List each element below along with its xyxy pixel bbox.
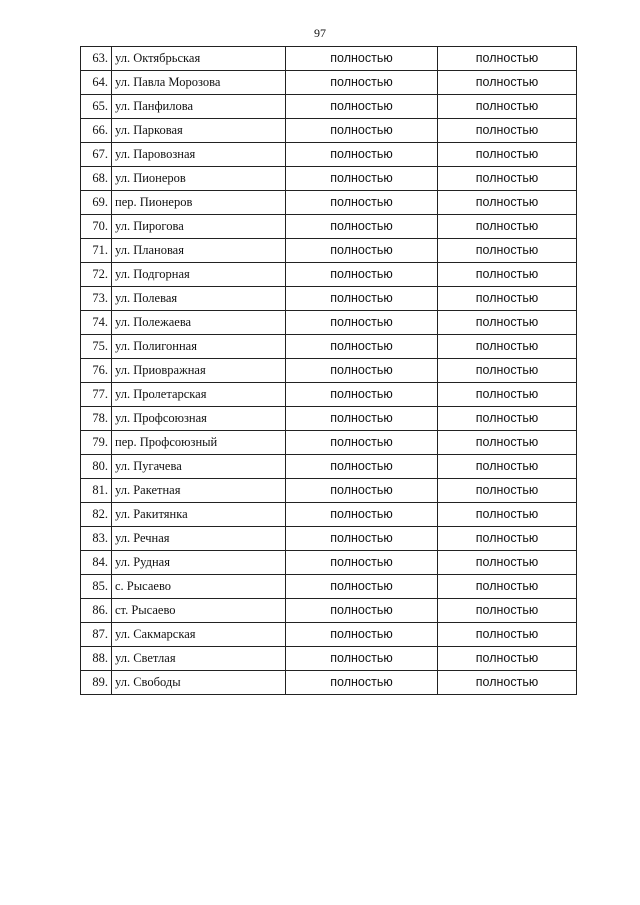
street-name-cell: ул. Светлая bbox=[112, 647, 286, 671]
street-name-cell: ул. Октябрьская bbox=[112, 47, 286, 71]
coverage-cell-1: полностью bbox=[286, 119, 438, 143]
street-name-cell: ст. Рысаево bbox=[112, 599, 286, 623]
coverage-cell-2: полностью bbox=[438, 383, 577, 407]
street-name-cell: ул. Парковая bbox=[112, 119, 286, 143]
table-row bbox=[81, 167, 577, 191]
coverage-cell-2: полностью bbox=[438, 503, 577, 527]
coverage-cell-1: полностью bbox=[286, 479, 438, 503]
table-row bbox=[81, 647, 577, 671]
row-number-cell: 80. bbox=[81, 455, 112, 479]
table-row bbox=[81, 143, 577, 167]
row-number-cell: 66. bbox=[81, 119, 112, 143]
coverage-cell-1: полностью bbox=[286, 287, 438, 311]
coverage-cell-2: полностью bbox=[438, 263, 577, 287]
coverage-cell-2: полностью bbox=[438, 551, 577, 575]
street-name-cell: ул. Пролетарская bbox=[112, 383, 286, 407]
row-number-cell: 74. bbox=[81, 311, 112, 335]
coverage-cell-1: полностью bbox=[286, 455, 438, 479]
coverage-cell-2: полностью bbox=[438, 47, 577, 71]
table-row bbox=[81, 503, 577, 527]
table-row bbox=[81, 479, 577, 503]
coverage-cell-1: полностью bbox=[286, 599, 438, 623]
coverage-cell-2: полностью bbox=[438, 407, 577, 431]
street-name-cell: пер. Профсоюзный bbox=[112, 431, 286, 455]
table-row bbox=[81, 455, 577, 479]
table-row bbox=[81, 47, 577, 71]
street-name-cell: ул. Профсоюзная bbox=[112, 407, 286, 431]
table-row bbox=[81, 71, 577, 95]
street-name-cell: ул. Пирогова bbox=[112, 215, 286, 239]
coverage-cell-1: полностью bbox=[286, 311, 438, 335]
table-row bbox=[81, 95, 577, 119]
street-name-cell: ул. Пугачева bbox=[112, 455, 286, 479]
row-number-cell: 64. bbox=[81, 71, 112, 95]
street-name-cell: ул. Панфилова bbox=[112, 95, 286, 119]
coverage-cell-1: полностью bbox=[286, 239, 438, 263]
table-row bbox=[81, 431, 577, 455]
street-name-cell: ул. Полевая bbox=[112, 287, 286, 311]
coverage-cell-1: полностью bbox=[286, 551, 438, 575]
coverage-cell-1: полностью bbox=[286, 407, 438, 431]
street-name-cell: с. Рысаево bbox=[112, 575, 286, 599]
row-number-cell: 63. bbox=[81, 47, 112, 71]
street-name-cell: ул. Ракетная bbox=[112, 479, 286, 503]
coverage-cell-1: полностью bbox=[286, 215, 438, 239]
table-row bbox=[81, 671, 577, 695]
street-name-cell: ул. Пионеров bbox=[112, 167, 286, 191]
street-name-cell: ул. Плановая bbox=[112, 239, 286, 263]
street-name-cell: ул. Паровозная bbox=[112, 143, 286, 167]
street-name-cell: ул. Павла Морозова bbox=[112, 71, 286, 95]
row-number-cell: 83. bbox=[81, 527, 112, 551]
row-number-cell: 89. bbox=[81, 671, 112, 695]
table-row bbox=[81, 575, 577, 599]
street-name-cell: ул. Полежаева bbox=[112, 311, 286, 335]
coverage-cell-1: полностью bbox=[286, 335, 438, 359]
street-name-cell: ул. Приовражная bbox=[112, 359, 286, 383]
coverage-cell-1: полностью bbox=[286, 71, 438, 95]
row-number-cell: 65. bbox=[81, 95, 112, 119]
coverage-cell-2: полностью bbox=[438, 647, 577, 671]
coverage-cell-1: полностью bbox=[286, 191, 438, 215]
page-number: 97 bbox=[314, 26, 326, 40]
table-row bbox=[81, 215, 577, 239]
table-row bbox=[81, 623, 577, 647]
row-number-cell: 86. bbox=[81, 599, 112, 623]
street-name-cell: ул. Речная bbox=[112, 527, 286, 551]
row-number-cell: 70. bbox=[81, 215, 112, 239]
coverage-cell-2: полностью bbox=[438, 311, 577, 335]
row-number-cell: 72. bbox=[81, 263, 112, 287]
table-row bbox=[81, 335, 577, 359]
coverage-cell-1: полностью bbox=[286, 167, 438, 191]
table-row bbox=[81, 407, 577, 431]
row-number-cell: 88. bbox=[81, 647, 112, 671]
coverage-cell-2: полностью bbox=[438, 527, 577, 551]
row-number-cell: 81. bbox=[81, 479, 112, 503]
coverage-cell-2: полностью bbox=[438, 455, 577, 479]
row-number-cell: 75. bbox=[81, 335, 112, 359]
table-body bbox=[81, 47, 577, 695]
coverage-cell-1: полностью bbox=[286, 263, 438, 287]
coverage-cell-1: полностью bbox=[286, 647, 438, 671]
row-number-cell: 87. bbox=[81, 623, 112, 647]
table-row bbox=[81, 263, 577, 287]
table-row bbox=[81, 383, 577, 407]
coverage-cell-1: полностью bbox=[286, 95, 438, 119]
coverage-cell-2: полностью bbox=[438, 119, 577, 143]
streets-table bbox=[80, 46, 577, 695]
coverage-cell-2: полностью bbox=[438, 143, 577, 167]
coverage-cell-2: полностью bbox=[438, 239, 577, 263]
coverage-cell-2: полностью bbox=[438, 287, 577, 311]
coverage-cell-2: полностью bbox=[438, 599, 577, 623]
street-name-cell: ул. Ракитянка bbox=[112, 503, 286, 527]
table-row bbox=[81, 119, 577, 143]
row-number-cell: 73. bbox=[81, 287, 112, 311]
table-row bbox=[81, 599, 577, 623]
coverage-cell-2: полностью bbox=[438, 479, 577, 503]
coverage-cell-1: полностью bbox=[286, 671, 438, 695]
coverage-cell-1: полностью bbox=[286, 431, 438, 455]
coverage-cell-2: полностью bbox=[438, 671, 577, 695]
table-row bbox=[81, 311, 577, 335]
row-number-cell: 71. bbox=[81, 239, 112, 263]
coverage-cell-2: полностью bbox=[438, 431, 577, 455]
coverage-cell-1: полностью bbox=[286, 359, 438, 383]
table-row bbox=[81, 551, 577, 575]
table-row bbox=[81, 527, 577, 551]
street-name-cell: ул. Подгорная bbox=[112, 263, 286, 287]
street-name-cell: ул. Рудная bbox=[112, 551, 286, 575]
row-number-cell: 84. bbox=[81, 551, 112, 575]
table-row bbox=[81, 191, 577, 215]
coverage-cell-2: полностью bbox=[438, 167, 577, 191]
street-name-cell: ул. Сакмарская bbox=[112, 623, 286, 647]
table-row bbox=[81, 359, 577, 383]
coverage-cell-1: полностью bbox=[286, 503, 438, 527]
coverage-cell-1: полностью bbox=[286, 575, 438, 599]
row-number-cell: 79. bbox=[81, 431, 112, 455]
street-name-cell: ул. Свободы bbox=[112, 671, 286, 695]
street-name-cell: ул. Полигонная bbox=[112, 335, 286, 359]
row-number-cell: 82. bbox=[81, 503, 112, 527]
coverage-cell-1: полностью bbox=[286, 527, 438, 551]
row-number-cell: 77. bbox=[81, 383, 112, 407]
row-number-cell: 76. bbox=[81, 359, 112, 383]
row-number-cell: 85. bbox=[81, 575, 112, 599]
coverage-cell-2: полностью bbox=[438, 623, 577, 647]
coverage-cell-2: полностью bbox=[438, 359, 577, 383]
coverage-cell-1: полностью bbox=[286, 383, 438, 407]
row-number-cell: 69. bbox=[81, 191, 112, 215]
row-number-cell: 78. bbox=[81, 407, 112, 431]
coverage-cell-1: полностью bbox=[286, 623, 438, 647]
coverage-cell-2: полностью bbox=[438, 95, 577, 119]
coverage-cell-1: полностью bbox=[286, 143, 438, 167]
row-number-cell: 67. bbox=[81, 143, 112, 167]
coverage-cell-2: полностью bbox=[438, 215, 577, 239]
coverage-cell-2: полностью bbox=[438, 335, 577, 359]
coverage-cell-2: полностью bbox=[438, 71, 577, 95]
street-name-cell: пер. Пионеров bbox=[112, 191, 286, 215]
coverage-cell-2: полностью bbox=[438, 575, 577, 599]
coverage-cell-2: полностью bbox=[438, 191, 577, 215]
row-number-cell: 68. bbox=[81, 167, 112, 191]
coverage-cell-1: полностью bbox=[286, 47, 438, 71]
table-row bbox=[81, 287, 577, 311]
table-row bbox=[81, 239, 577, 263]
